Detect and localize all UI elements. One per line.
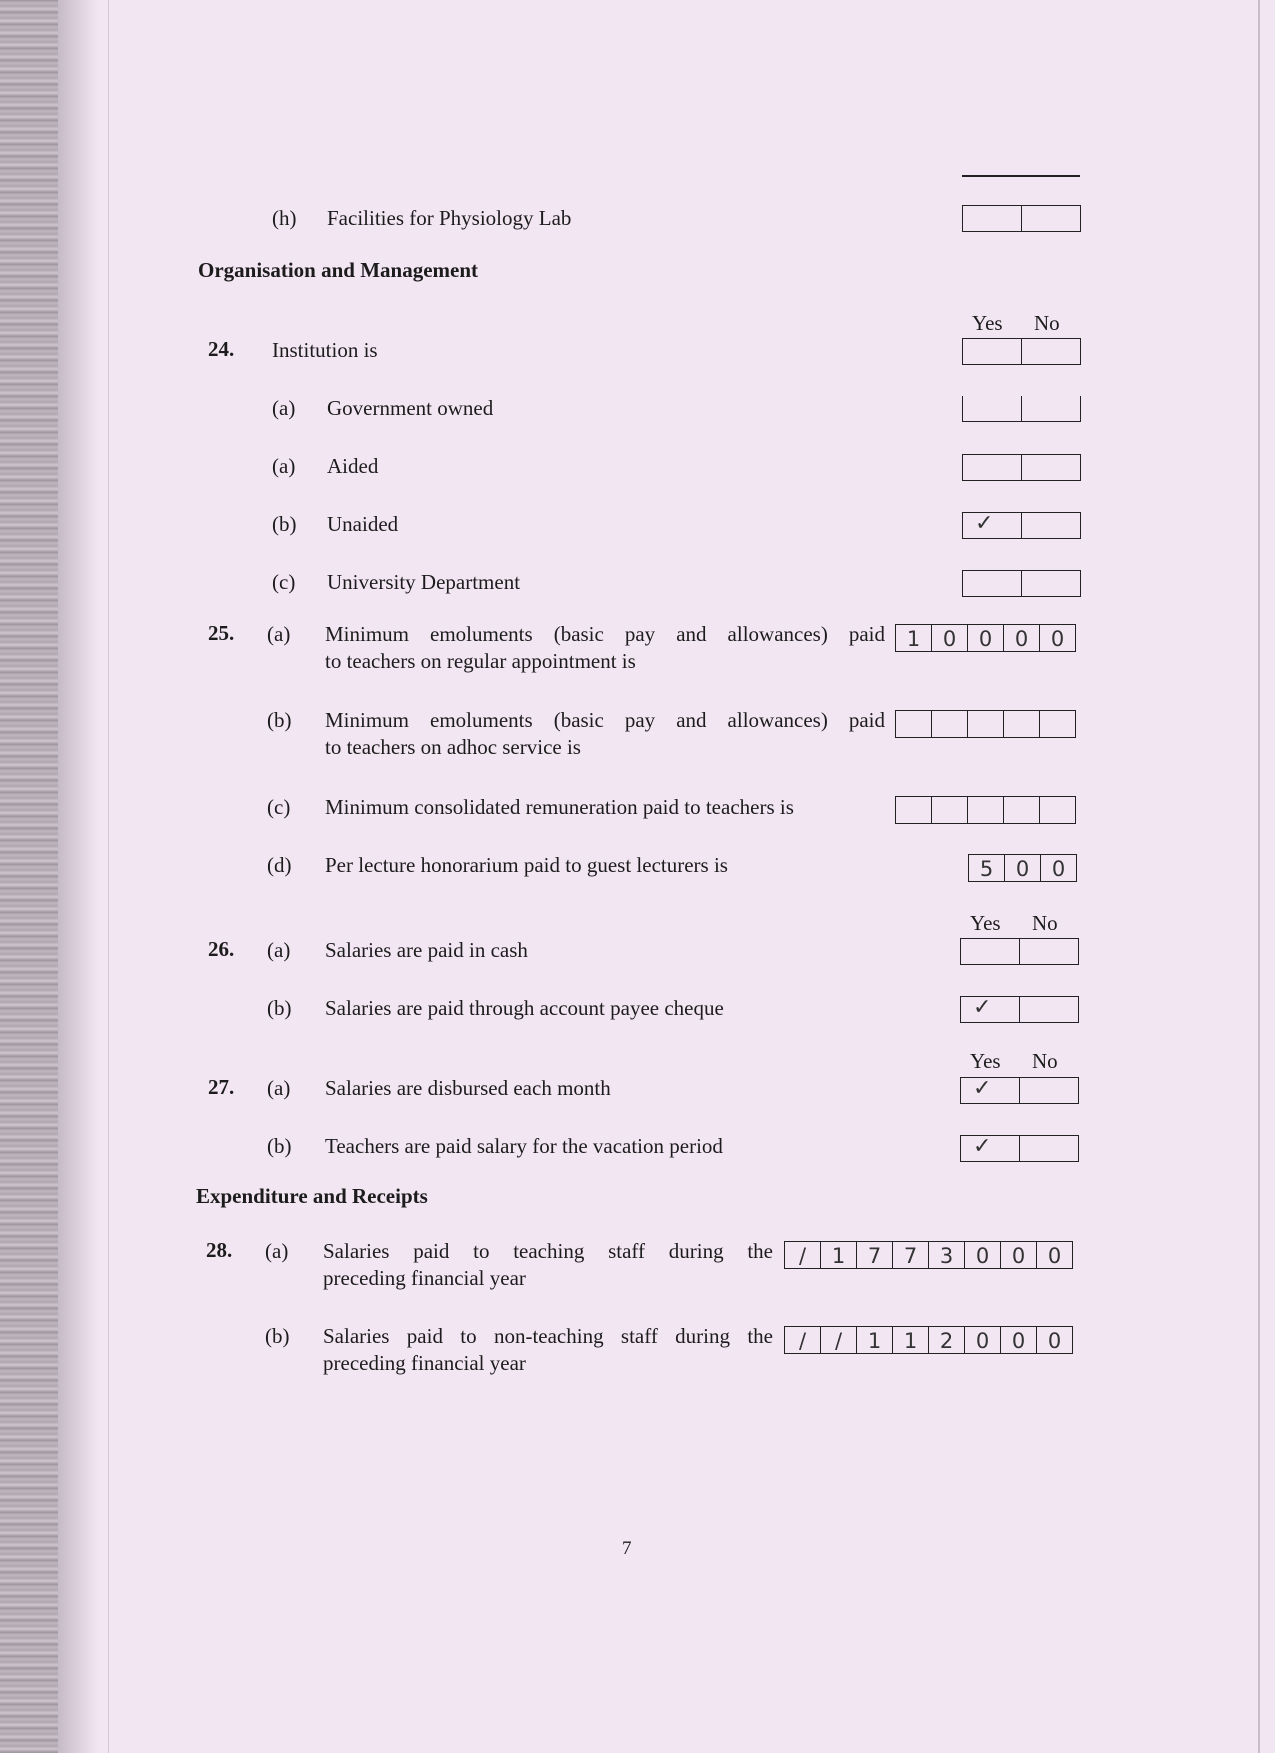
top-right-rule xyxy=(962,175,1080,177)
no-cell[interactable] xyxy=(1021,513,1080,538)
yes-cell[interactable] xyxy=(963,571,1021,596)
scan-shadow-gradient xyxy=(58,0,98,1753)
q25-a-text-line2: to teachers on regular appointment is xyxy=(325,649,636,673)
q26-b-checkbox[interactable] xyxy=(960,996,1079,1023)
q25-b-text-line1: Minimum emoluments (basic pay and allowances) paid xyxy=(325,708,885,732)
q24-number: 24. xyxy=(208,337,235,361)
digit-cell[interactable]: / xyxy=(820,1327,856,1353)
digit-cell[interactable]: 0 xyxy=(964,1242,1000,1268)
digit-cell[interactable] xyxy=(931,711,967,737)
q26-a-checkbox[interactable] xyxy=(960,938,1079,965)
q28-a-text-line1: Salaries paid to teaching staff during the xyxy=(323,1239,773,1263)
q24-option-text: Aided xyxy=(327,454,379,478)
yes-cell[interactable] xyxy=(961,1136,1019,1161)
q26-no-header: No xyxy=(1032,911,1058,935)
digit-cell[interactable] xyxy=(967,711,1003,737)
digit-cell[interactable]: 0 xyxy=(967,625,1003,651)
digit-cell[interactable] xyxy=(1039,711,1075,737)
item-h-cell-1[interactable] xyxy=(963,206,1021,231)
digit-cell[interactable] xyxy=(896,711,931,737)
q24-option-university-checkbox[interactable] xyxy=(962,570,1081,597)
q26-b-label: (b) xyxy=(267,996,292,1020)
q27-b-text: Teachers are paid salary for the vacation period xyxy=(325,1134,723,1158)
q26-b-text: Salaries are paid through account payee cheque xyxy=(325,996,724,1020)
digit-cell[interactable]: / xyxy=(798,1329,807,1353)
digit-cell[interactable]: 0 xyxy=(1000,1327,1036,1353)
digit-cell[interactable] xyxy=(1003,797,1039,823)
digit-cell[interactable]: 0 xyxy=(1040,855,1076,881)
page-fold-line xyxy=(108,0,109,1753)
no-cell[interactable] xyxy=(1019,939,1078,964)
q24-option-unaided-checkbox[interactable] xyxy=(962,512,1081,539)
q27-a-label: (a) xyxy=(267,1076,291,1100)
no-cell[interactable] xyxy=(1021,455,1080,480)
digit-cell[interactable]: 0 xyxy=(1036,1242,1072,1268)
digit-cell[interactable] xyxy=(896,797,931,823)
section-heading-organisation: Organisation and Management xyxy=(198,258,479,282)
digit-cell[interactable] xyxy=(1003,711,1039,737)
digit-cell[interactable]: / xyxy=(798,1244,807,1268)
q24-text: Institution is xyxy=(272,338,378,362)
q27-no-header: No xyxy=(1032,1049,1058,1073)
q28-number: 28. xyxy=(206,1238,233,1262)
tick-mark: ✓ xyxy=(973,1134,992,1159)
item-h-label: (h) xyxy=(272,206,297,230)
yes-cell[interactable] xyxy=(963,513,1021,538)
scan-shadow-edge xyxy=(0,0,58,1753)
digit-cell[interactable] xyxy=(931,797,967,823)
q27-b-label: (b) xyxy=(267,1134,292,1158)
section-heading-expenditure: Expenditure and Receipts xyxy=(196,1184,428,1208)
tick-mark: ✓ xyxy=(975,511,994,536)
q28-b-text-line1: Salaries paid to non-teaching staff during the xyxy=(323,1324,773,1348)
digit-cell[interactable]: 0 xyxy=(931,625,967,651)
q24-option-aided-checkbox[interactable] xyxy=(962,454,1081,481)
q25-a-digit-boxes[interactable] xyxy=(895,624,1076,652)
q28-b-label: (b) xyxy=(265,1324,290,1348)
q25-d-label: (d) xyxy=(267,853,292,877)
q27-number: 27. xyxy=(208,1075,235,1099)
q24-option-text: Government owned xyxy=(327,396,494,420)
q27-b-checkbox[interactable] xyxy=(960,1135,1079,1162)
q25-b-label: (b) xyxy=(267,708,292,732)
q28-a-digit-boxes[interactable] xyxy=(784,1241,1073,1269)
q24-header-box xyxy=(962,338,1081,365)
digit-cell[interactable]: 2 xyxy=(928,1327,964,1353)
digit-cell[interactable]: 1 xyxy=(856,1327,892,1353)
item-h-cell-2[interactable] xyxy=(1021,206,1080,231)
yes-cell[interactable] xyxy=(963,396,1021,421)
q25-d-text: Per lecture honorarium paid to guest lecturers is xyxy=(325,853,728,877)
q25-d-digit-boxes[interactable] xyxy=(968,854,1077,882)
page-number: 7 xyxy=(622,1538,632,1559)
digit-cell[interactable]: 3 xyxy=(928,1242,964,1268)
q28-b-text-line2: preceding financial year xyxy=(323,1351,526,1375)
no-cell[interactable] xyxy=(1019,997,1078,1022)
q26-yes-header: Yes xyxy=(970,911,1001,935)
q24-option-label: (c) xyxy=(272,570,296,594)
digit-cell[interactable]: 7 xyxy=(856,1242,892,1268)
q25-c-label: (c) xyxy=(267,795,291,819)
item-h-checkbox-pair[interactable] xyxy=(962,205,1081,232)
q24-yes-header: Yes xyxy=(972,311,1003,335)
q24-option-label: (a) xyxy=(272,454,296,478)
tick-mark: ✓ xyxy=(973,995,992,1020)
q24-option-text: Unaided xyxy=(327,512,399,536)
q27-a-text: Salaries are disbursed each month xyxy=(325,1076,611,1100)
q25-a-label: (a) xyxy=(267,622,291,646)
digit-cell[interactable] xyxy=(967,797,1003,823)
digit-cell[interactable]: 0 xyxy=(1039,625,1075,651)
yes-cell[interactable] xyxy=(961,1078,1019,1103)
q24-option-label: (b) xyxy=(272,512,297,536)
q26-a-text: Salaries are paid in cash xyxy=(325,938,528,962)
q28-a-text-line2: preceding financial year xyxy=(323,1266,526,1290)
page-right-edge xyxy=(1258,0,1260,1753)
q24-no-header: No xyxy=(1034,311,1060,335)
no-cell[interactable] xyxy=(1021,396,1080,421)
q26-a-label: (a) xyxy=(267,938,291,962)
q25-c-text: Minimum consolidated remuneration paid to teachers is xyxy=(325,795,794,819)
q24-option-text: University Department xyxy=(327,570,521,594)
yes-cell[interactable] xyxy=(963,455,1021,480)
q28-a-label: (a) xyxy=(265,1239,289,1263)
tick-mark: ✓ xyxy=(973,1076,992,1101)
digit-cell[interactable]: 0 xyxy=(1004,855,1040,881)
item-h-text: Facilities for Physiology Lab xyxy=(327,206,572,230)
q24-option-label: (a) xyxy=(272,396,296,420)
yes-cell[interactable] xyxy=(961,939,1019,964)
digit-cell[interactable]: 5 xyxy=(979,857,994,881)
digit-cell[interactable]: 0 xyxy=(1003,625,1039,651)
q26-number: 26. xyxy=(208,937,235,961)
q25-number: 25. xyxy=(208,621,235,645)
q25-c-digit-boxes[interactable] xyxy=(895,796,1076,824)
q25-b-text-line2: to teachers on adhoc service is xyxy=(325,735,581,759)
q27-yes-header: Yes xyxy=(970,1049,1001,1073)
q28-b-digit-boxes[interactable] xyxy=(784,1326,1073,1354)
digit-cell[interactable]: 0 xyxy=(1036,1327,1072,1353)
digit-cell[interactable]: 0 xyxy=(1000,1242,1036,1268)
no-cell[interactable] xyxy=(1021,571,1080,596)
digit-cell[interactable]: 1 xyxy=(892,1327,928,1353)
q24-option-government-checkbox[interactable] xyxy=(962,396,1081,422)
no-cell[interactable] xyxy=(1019,1136,1078,1161)
digit-cell[interactable]: 1 xyxy=(820,1242,856,1268)
no-cell[interactable] xyxy=(1019,1078,1078,1103)
yes-cell[interactable] xyxy=(961,997,1019,1022)
q25-a-text-line1: Minimum emoluments (basic pay and allowances) paid xyxy=(325,622,885,646)
q25-b-digit-boxes[interactable] xyxy=(895,710,1076,738)
digit-cell[interactable] xyxy=(1039,797,1075,823)
digit-cell[interactable]: 0 xyxy=(964,1327,1000,1353)
digit-cell[interactable]: 7 xyxy=(892,1242,928,1268)
q27-a-checkbox[interactable] xyxy=(960,1077,1079,1104)
digit-cell[interactable]: 1 xyxy=(906,627,921,651)
